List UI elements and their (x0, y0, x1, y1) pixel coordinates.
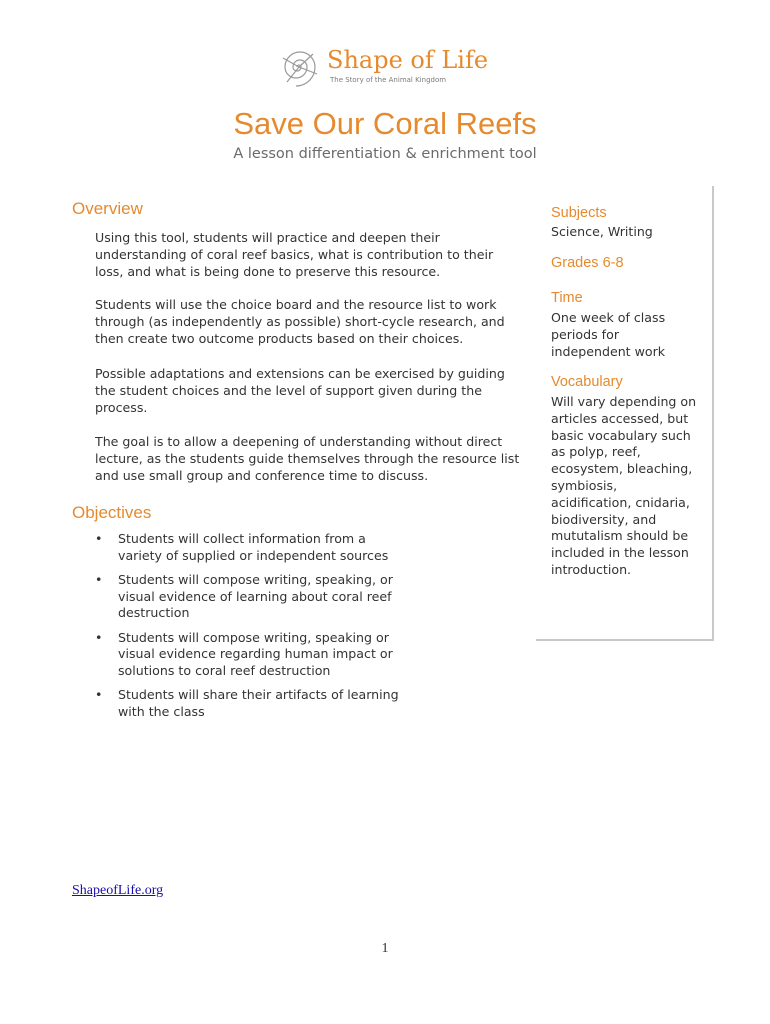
overview-paragraph: Possible adaptations and extensions can be exercised by guiding the student choices and the level of support given during the process. (95, 366, 505, 415)
grades-heading: Grades 6-8 (551, 255, 624, 271)
objective-text: Students will share their artifacts of learning with the class (118, 687, 399, 719)
objective-text: Students will collect information from a variety of supplied or independent sources (118, 531, 389, 563)
shapeoflife-link[interactable]: ShapeofLife.org (72, 883, 164, 898)
shape-of-life-logo (275, 44, 515, 90)
logo-tagline: The Story of the Animal Kingdom (330, 76, 447, 84)
bullet: • (95, 687, 103, 702)
time-text: One week of class periods for independent work (551, 310, 666, 359)
subjects-text: Science, Writing (551, 224, 653, 239)
objectives-heading: Objectives (72, 503, 152, 522)
page-title: Save Our Coral Reefs (233, 106, 537, 141)
vocabulary-heading: Vocabulary (551, 374, 623, 390)
bullet: • (95, 531, 103, 546)
subjects-heading: Subjects (551, 205, 607, 221)
overview-paragraph: Students will use the choice board and the resource list to work through (as independently as possible) short-cycle research, and then create two outcome products based on their choices. (95, 297, 505, 346)
objective-text: Students will compose writing, speaking, or visual evidence of learning about coral reef destruction (118, 572, 393, 620)
overview-paragraph: The goal is to allow a deepening of understanding without direct lecture, as the students guide themselves through the resource list and use small group and conference time to discuss. (95, 434, 520, 483)
page-number: 1 (381, 941, 389, 956)
list-item (95, 630, 400, 680)
nautilus-shell-icon (275, 44, 323, 90)
objective-text: Students will compose writing, speaking or visual evidence regarding human impact or solutions to coral reef destruction (118, 629, 393, 678)
vocabulary-text: Will vary depending on articles accessed, but basic vocabulary such as polyp, reef, ecosystem, bleaching, symbiosis, acidification, cnidaria, biodiversity, and mututalism should be included in the lesson introduction. (551, 394, 697, 577)
overview-heading: Overview (72, 199, 143, 218)
page-subtitle: A lesson differentiation & enrichment tool (233, 146, 537, 162)
list-item (95, 572, 400, 622)
list-item (95, 531, 400, 564)
time-heading: Time (551, 290, 583, 306)
bullet: • (95, 629, 103, 645)
lesson-info-sidebar (536, 186, 714, 641)
logo-name: Shape of Life (327, 46, 489, 74)
overview-paragraph: Using this tool, students will practice and deepen their understanding of coral reef basics, what is contribution to their loss, and what is being done to preserve this resource. (95, 230, 494, 279)
bullet: • (95, 572, 103, 587)
list-item (95, 687, 400, 720)
objectives-list (95, 531, 400, 728)
